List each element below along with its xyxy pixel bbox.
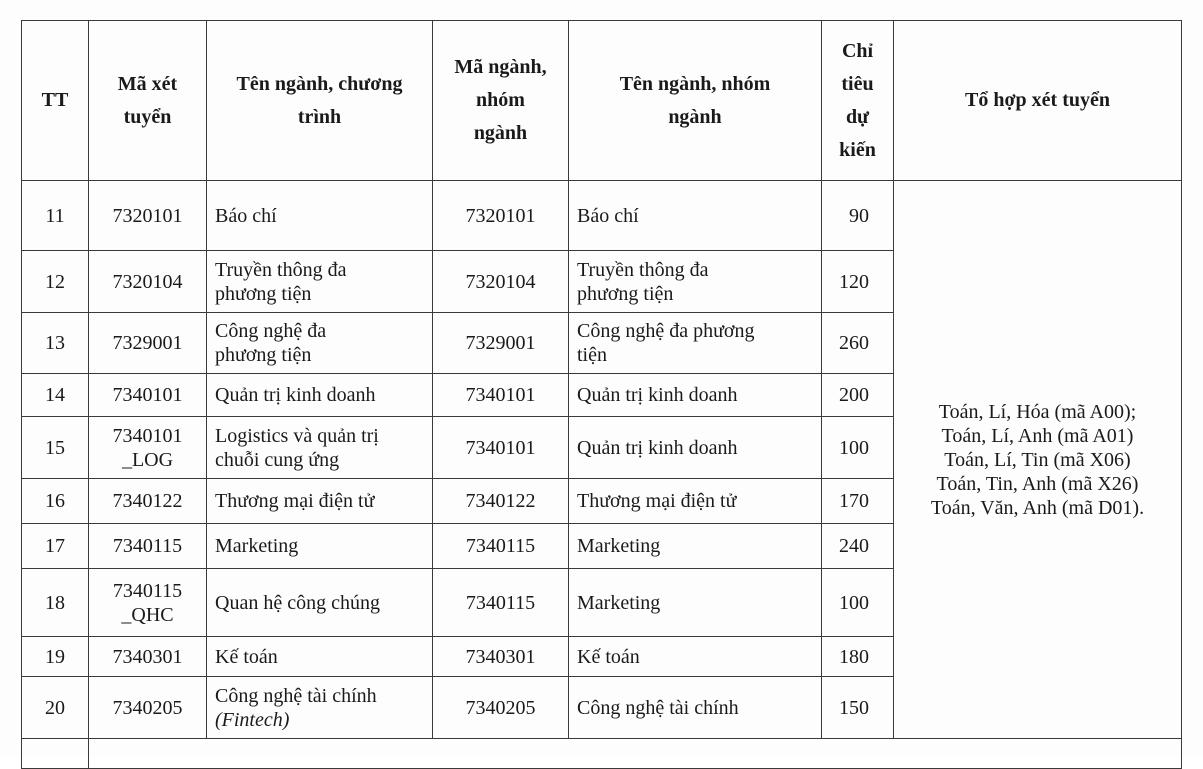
row-major-code: 7320101 — [433, 181, 569, 251]
row-quota: 180 — [822, 637, 894, 677]
row-program: Truyền thông đa phương tiện — [207, 251, 433, 313]
row-major-code: 7340115 — [433, 569, 569, 637]
row-program: Báo chí — [207, 181, 433, 251]
row-quota: 200 — [822, 374, 894, 417]
header-ma-xet-tuyen: Mã xét tuyển — [89, 21, 207, 181]
header-to-hop: Tổ hợp xét tuyển — [894, 21, 1182, 181]
row-program: Công nghệ đa phương tiện — [207, 313, 433, 374]
row-major-code: 7340101 — [433, 417, 569, 479]
row-quota: 170 — [822, 479, 894, 524]
row-quota: 240 — [822, 524, 894, 569]
header-ten-nganh-nhom: Tên ngành, nhóm ngành — [569, 21, 822, 181]
row-quota: 260 — [822, 313, 894, 374]
row-major: Truyền thông đa phương tiện — [569, 251, 822, 313]
combination-item: Toán, Lí, Tin (mã X06) — [944, 448, 1131, 471]
row-major: Công nghệ tài chính — [569, 677, 822, 739]
row-program: Thương mại điện tử — [207, 479, 433, 524]
row-major-code: 7329001 — [433, 313, 569, 374]
row-quota: 150 — [822, 677, 894, 739]
row-tt: 12 — [22, 251, 89, 313]
row-major-code: 7340101 — [433, 374, 569, 417]
row-major-code: 7340301 — [433, 637, 569, 677]
header-tt: TT — [22, 21, 89, 181]
row-program: Công nghệ tài chính (Fintech) — [207, 677, 433, 739]
row-major-code: 7340115 — [433, 524, 569, 569]
row-major: Kế toán — [569, 637, 822, 677]
combination-item: Toán, Văn, Anh (mã D01). — [930, 496, 1145, 519]
row-code: 7340122 — [89, 479, 207, 524]
row-program: Logistics và quản trị chuỗi cung ứng — [207, 417, 433, 479]
row-major: Marketing — [569, 569, 822, 637]
row-code: 7340101 — [89, 374, 207, 417]
header-ten-nganh-chuong-trinh: Tên ngành, chương trình — [207, 21, 433, 181]
row-program: Quan hệ công chúng — [207, 569, 433, 637]
row-code: 7340115 _QHC — [89, 569, 207, 637]
row-program: Quản trị kinh doanh — [207, 374, 433, 417]
row-quota: 100 — [822, 569, 894, 637]
row-code: 7340205 — [89, 677, 207, 739]
combinations-cell — [894, 181, 1182, 739]
row-major-code: 7340205 — [433, 677, 569, 739]
header-chi-tieu: Chỉ tiêu dự kiến — [822, 21, 894, 181]
admission-table — [21, 20, 1182, 769]
row-major: Quản trị kinh doanh — [569, 417, 822, 479]
row-tt: 11 — [22, 181, 89, 251]
row-tt: 16 — [22, 479, 89, 524]
row-code: 7320101 — [89, 181, 207, 251]
row-major: Báo chí — [569, 181, 822, 251]
row-major: Marketing — [569, 524, 822, 569]
row-major: Quản trị kinh doanh — [569, 374, 822, 417]
row-code: 7329001 — [89, 313, 207, 374]
row-tt: 17 — [22, 524, 89, 569]
row-tt: 18 — [22, 569, 89, 637]
row-quota: 100 — [822, 417, 894, 479]
row-tt: 13 — [22, 313, 89, 374]
row-quota: 120 — [822, 251, 894, 313]
table-row-partial — [22, 739, 1182, 769]
row-code: 7340101 _LOG — [89, 417, 207, 479]
combination-item: Toán, Lí, Hóa (mã A00); — [938, 400, 1137, 423]
header-row — [22, 21, 1182, 181]
row-major-code: 7320104 — [433, 251, 569, 313]
combination-item: Toán, Tin, Anh (mã X26) — [936, 472, 1139, 495]
row-code: 7340115 — [89, 524, 207, 569]
row-tt: 14 — [22, 374, 89, 417]
row-major: Công nghệ đa phương tiện — [569, 313, 822, 374]
row-major-code: 7340122 — [433, 479, 569, 524]
row-tt: 19 — [22, 637, 89, 677]
combination-item: Toán, Lí, Anh (mã A01) — [941, 424, 1134, 447]
row-program: Kế toán — [207, 637, 433, 677]
row-code: 7340301 — [89, 637, 207, 677]
table-row — [22, 181, 1182, 251]
row-code: 7320104 — [89, 251, 207, 313]
header-ma-nganh: Mã ngành, nhóm ngành — [433, 21, 569, 181]
row-major: Thương mại điện tử — [569, 479, 822, 524]
row-tt: 15 — [22, 417, 89, 479]
row-quota: 90 — [822, 181, 894, 251]
row-program: Marketing — [207, 524, 433, 569]
row-tt: 20 — [22, 677, 89, 739]
